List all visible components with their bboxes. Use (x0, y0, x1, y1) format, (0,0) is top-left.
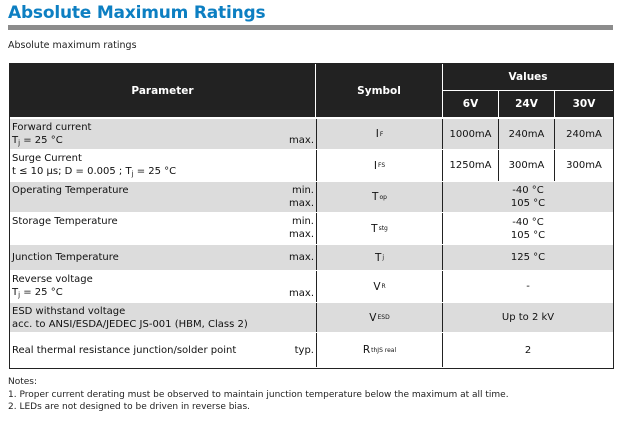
symbol-cell: R thJS real (316, 333, 443, 367)
symbol-cell: I F (316, 119, 443, 149)
parameter-cell (12, 271, 282, 302)
value-24v: 240mA (499, 119, 555, 149)
value-6v: 1250mA (443, 150, 499, 181)
limit-type: typ. (294, 344, 314, 356)
parameter-cell (12, 303, 312, 332)
symbol-cell: V R (316, 271, 443, 302)
parameter-name: Storage Temperature (12, 216, 118, 227)
header-parameter: Parameter (10, 64, 316, 117)
table-row (10, 303, 613, 333)
limit-type: max. (289, 252, 314, 263)
table-header (10, 64, 613, 117)
table-row (10, 333, 613, 367)
symbol-cell: T j (316, 245, 443, 270)
value-all-variants: - (526, 281, 530, 292)
symbol-cell: T op (316, 182, 443, 212)
parameter-condition: t ≤ 10 µs; D = 0.005 ; $T_j = 25$ °C (12, 166, 177, 178)
table-row (10, 182, 613, 213)
parameter-condition: $T_j = 25$ °C (12, 135, 63, 147)
limit-type: max. (289, 288, 314, 299)
header-voltage-24v: 24V (499, 91, 555, 117)
value-30v: 240mA (566, 128, 602, 140)
table-row (10, 213, 613, 245)
table-row (10, 271, 613, 303)
value-24v: 300mA (499, 150, 555, 181)
parameter-name: Forward current (12, 122, 92, 133)
parameter-name: Junction Temperature (12, 252, 119, 263)
note-item: 1. Proper current derating must be observed to maintain junction temperature below the maximum at all time. (8, 389, 509, 400)
table-caption: Absolute maximum ratings (8, 40, 137, 51)
value-all-variants: 125 °C (510, 252, 546, 263)
notes-section (8, 376, 509, 414)
limit-type: min. max. (289, 185, 314, 209)
parameter-cell (12, 119, 282, 149)
value-6v: 1000mA (443, 119, 499, 149)
table-row (10, 150, 613, 182)
parameter-cell (12, 150, 282, 181)
value-all-variants: Up to 2 kV (501, 312, 555, 323)
heading-divider (8, 25, 613, 30)
parameter-name: Real thermal resistance junction/solder point (12, 344, 237, 356)
parameter-name: ESD withstand voltage (12, 306, 126, 317)
note-item: 2. LEDs are not designed to be driven in reverse bias. (8, 402, 250, 412)
header-voltage-30v: 30V (572, 98, 596, 110)
table-row (10, 245, 613, 271)
parameter-condition: $T_j = 25$ °C (12, 287, 63, 299)
limit-type: max. (289, 135, 314, 146)
value-all-variants: -40 °C 105 °C (510, 185, 546, 209)
parameter-condition: acc. to ANSI/ESDA/JEDEC JS-001 (HBM, Class 2) (12, 319, 248, 330)
page-heading: Absolute Maximum Ratings (8, 3, 266, 23)
symbol-cell: T stg (316, 213, 443, 244)
parameter-name: Surge Current (12, 153, 82, 164)
parameter-name: Operating Temperature (12, 185, 129, 196)
symbol-cell: V ESD (316, 303, 443, 332)
value-all-variants: 2 (524, 344, 532, 356)
value-30v: 300mA (566, 160, 602, 171)
limit-type: min. max. (289, 216, 314, 240)
header-symbol: Symbol (316, 64, 443, 117)
notes-title: Notes: (8, 377, 38, 387)
value-all-variants: -40 °C 105 °C (510, 216, 546, 241)
parameter-name: Reverse voltage (12, 274, 93, 285)
symbol-cell: I FS (316, 150, 443, 181)
table-row (10, 119, 613, 150)
ratings-table (9, 63, 614, 369)
header-voltage-6v: 6V (443, 91, 499, 117)
header-values: Values (443, 64, 613, 91)
